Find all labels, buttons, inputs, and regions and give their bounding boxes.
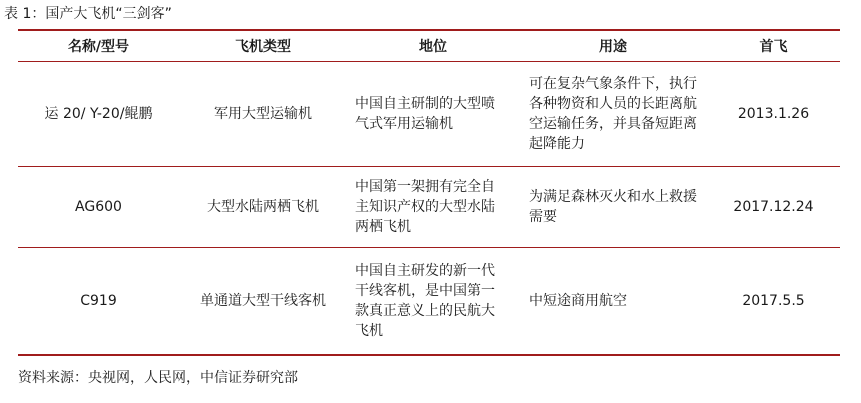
cell-first-flight: 2017.5.5 <box>742 293 805 309</box>
cell-usage-text: 中短途商用航空 <box>529 293 627 309</box>
header-status: 地位 <box>347 30 519 62</box>
table-header-row <box>18 30 840 62</box>
cell-usage <box>519 167 707 248</box>
cell-first-flight: 2013.1.26 <box>707 62 840 167</box>
cell-name: C919 <box>80 293 117 309</box>
cell-usage <box>519 248 707 356</box>
cell-usage-text: 为满足森林灭火和水上救援需要 <box>529 189 697 225</box>
cell-type: 单通道大型干线客机 <box>200 293 326 309</box>
cell-type: 大型水陆两栖飞机 <box>179 167 347 248</box>
header-usage: 用途 <box>519 30 707 62</box>
source-note: 资料来源：央视网，人民网，中信证券研究部 <box>18 370 298 386</box>
cell-usage-text: 可在复杂气象条件下，执行各种物资和人员的长距离航空运输任务，并具备短距离起降能力 <box>529 76 697 152</box>
cell-name: 运 20/ Y-20/鲲鹏 <box>18 62 179 167</box>
cell-type: 军用大型运输机 <box>179 62 347 167</box>
aircraft-table <box>18 29 840 356</box>
table-row <box>18 248 840 356</box>
cell-first-flight: 2017.12.24 <box>707 167 840 248</box>
cell-name: AG600 <box>18 167 179 248</box>
cell-status <box>347 167 519 248</box>
table-row <box>18 62 840 167</box>
header-first-flight: 首飞 <box>707 30 840 62</box>
cell-status <box>347 248 519 356</box>
header-type: 飞机类型 <box>179 30 347 62</box>
cell-status-text: 中国自主研制的大型喷气式军用运输机 <box>355 96 495 132</box>
header-name: 名称/型号 <box>18 30 179 62</box>
table-caption: 表 1：国产大飞机“三剑客” <box>4 6 172 22</box>
cell-status <box>347 62 519 167</box>
cell-usage <box>519 62 707 167</box>
cell-status-text: 中国第一架拥有完全自主知识产权的大型水陆两栖飞机 <box>355 179 495 235</box>
cell-status-text: 中国自主研发的新一代干线客机，是中国第一款真正意义上的民航大飞机 <box>355 263 495 339</box>
table-row <box>18 167 840 248</box>
